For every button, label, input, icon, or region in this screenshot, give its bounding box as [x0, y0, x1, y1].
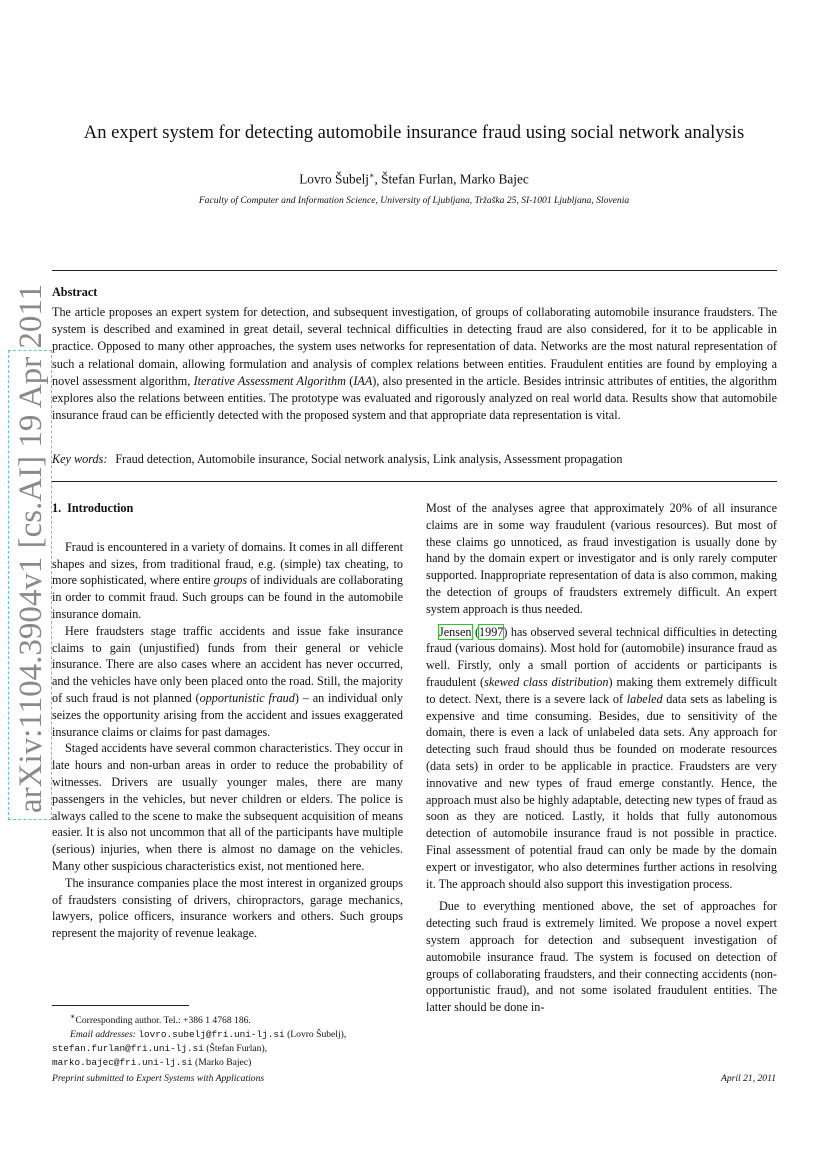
- keywords-text: Fraud detection, Automobile insurance, Social network analysis, Link analysis, Assessment propagation: [115, 452, 623, 466]
- section-title: Introduction: [67, 501, 134, 515]
- footer-date: April 21, 2011: [721, 1073, 776, 1084]
- email-owner: (Štefan Furlan),: [203, 1043, 268, 1055]
- paragraph: The insurance companies place the most interest in organized groups of fraudsters consisting of drivers, chiropractors, garage mechanics, lawyers, police officers, insurance workers and others. Such groups represent the majority of revenue leakage.: [52, 875, 403, 941]
- author-list: [0, 171, 828, 187]
- citation-link-year[interactable]: 1997: [479, 624, 504, 639]
- email-link[interactable]: marko.bajec@fri.uni-lj.si: [52, 1057, 193, 1069]
- paragraph-text: data sets as labeling is expensive and time consuming. Besides, due to sensitivity of the domain, there is even a lack of unlabeled data sets. Any approach for detecting such fraud should thus be founded on moderate resources (data sets) in order to be applicable in practice. Fraudsters are very innovative and new types of fraud emerge constantly. Hence, the approach must also be highly adaptable, detecting new types of fraud as soon as they are noticed. Lastly, it holds that fully autonomous detection of automobile insurance fraud is not possible in practice. Final assessment of potential fraud can only be made by the domain expert or investigator, who also determines further actions in resolving it. The approach should also support this investigation process.: [426, 691, 778, 891]
- keywords-line: [52, 452, 777, 467]
- abstract-text-part: The article proposes an expert system for detection, and subsequent investigation, of groups of collaborating automobile insurance fraudsters. The system is described and examined in great detail, several technical difficulties in detecting fraud are also considered, for it to be applicable in practice. Opposed to many other approaches, the system uses networks for representation of data. Networks are the most natural representation of such a relational domain, allowing formulation and analysis of complex relations between entities. Fraudulent entities are found by employing a novel assessment algorithm,: [52, 305, 777, 388]
- keywords-label: Key words:: [52, 452, 108, 466]
- footnote-mark: ∗: [70, 1012, 76, 1021]
- abstract-text-part: (: [345, 373, 354, 388]
- email-label: Email addresses:: [70, 1029, 136, 1041]
- paragraph-text: Fraud is encountered in a variety of domains. It comes in all different shapes and sizes, from traditional fraud, e.g. (simple) tax cheating, to more sophisticated, where entire: [52, 539, 403, 588]
- paragraph: [52, 539, 403, 623]
- email-link[interactable]: lovro.subelj@fri.uni-lj.si: [138, 1029, 285, 1041]
- footnote-emails: [52, 1028, 403, 1042]
- footnote-corresponding: [52, 1010, 403, 1028]
- section-heading: [52, 500, 403, 517]
- citation-link-author[interactable]: Jensen: [439, 624, 472, 639]
- paragraph-text: of individuals are collaborating in order to commit fraud. Such groups can be found in the automobile insurance domain.: [52, 573, 403, 621]
- paragraph-emphasis: labeled: [626, 691, 663, 706]
- affiliation: Faculty of Computer and Information Science, University of Ljubljana, Tržaška 25, SI-1001 Ljubljana, Slovenia: [198, 195, 630, 206]
- arxiv-identifier-stamp[interactable]: arXiv:1104.3904v1 [cs.AI] 19 Apr 2011: [8, 350, 52, 820]
- paragraph-emphasis: skewed class distribution: [484, 674, 609, 689]
- paragraph-emphasis: opportunistic fraud: [199, 690, 295, 705]
- abstract-text-part: ), also presented in the article. Besides intrinsic attributes of entities, the algorithm explores also the relations between entities. The prototype was evaluated and rigorously analyzed on real world data. Results show that automobile insurance fraud can be efficiently detected with the proposed system and that appropriate data representation is vital.: [52, 373, 777, 423]
- paragraph-text: Here fraudsters stage traffic accidents and issue fake insurance claims to gain (unjustified) funds from their general or vehicle insurance. There are also cases where an accident has never occurred, and the vehicles have only been placed onto the road. Still, the majority of such fraud is not planned (: [52, 623, 403, 705]
- abstract-heading: Abstract: [52, 285, 98, 299]
- footer-submission-note: Preprint submitted to Expert Systems with Applications: [52, 1073, 265, 1084]
- top-rule: [52, 270, 777, 271]
- email-link[interactable]: stefan.furlan@fri.uni-lj.si: [52, 1043, 204, 1055]
- footnote-rule: [52, 1005, 189, 1006]
- paper-title: An expert system for detecting automobile insurance fraud using social network analysis: [83, 122, 745, 143]
- footnote-text: Corresponding author. Tel.: +386 1 4768 186.: [75, 1015, 251, 1027]
- paragraph: [426, 624, 777, 893]
- corresponding-mark: ∗: [369, 171, 375, 180]
- author-others: , Štefan Furlan, Marko Bajec: [374, 171, 529, 187]
- paragraph-text: ) making them extremely difficult to detect. Next, there is a severe lack of: [426, 674, 777, 706]
- abstract-bottom-rule: [52, 481, 777, 482]
- paragraph-text: ) – an individual only seizes the opportunity arising from the accident and issues exaggerated insurance claims or claims for past damages.: [52, 690, 403, 739]
- author-corresponding: Lovro Šubelj: [299, 171, 369, 187]
- paragraph-text: (: [471, 624, 479, 639]
- footnote: [52, 1010, 403, 1070]
- paragraph-emphasis: groups: [213, 573, 248, 588]
- right-column: [426, 500, 777, 1016]
- footnote-emails: [52, 1042, 403, 1056]
- section-number: 1.: [52, 501, 62, 515]
- abstract-emphasis: Iterative Assessment Algorithm: [193, 373, 346, 388]
- email-owner: (Marko Bajec): [192, 1057, 252, 1069]
- paragraph-text: ) has observed several technical difficulties in detecting fraud (various domains). Most hold for (automobile) insurance fraud as well. Firstly, only a small portion of accidents or participants is fraudulent (: [426, 624, 777, 689]
- email-owner: (Lovro Šubelj),: [284, 1029, 347, 1041]
- paragraph: Staged accidents have several common characteristics. They occur in late hours and non-urban areas in order to reduce the probability of witnesses. Drivers are usually younger males, there are many passengers in the vehicles, but never children or elders. The police is always called to the scene to make the subsequent acquisition of means easier. It is also not uncommon that all of the participants have multiple (serious) injuries, when there is almost no damage on the vehicles. Many other suspicious characteristics exist, not mentioned here.: [52, 741, 403, 873]
- paragraph: Most of the analyses agree that approximately 20% of all insurance claims are in some way fraudulent (various resources). But most of these claims go unnoticed, as fraud investigation is usually done by hand by the domain expert or investigator and is only rarely computer supported. Inappropriate representation of data is also common, making the detection of groups of fraudsters extremely difficult. An expert system approach is thus needed.: [426, 501, 777, 616]
- abstract-text: [52, 304, 777, 424]
- left-column: [52, 500, 403, 942]
- abstract-emphasis: IAA: [353, 373, 373, 388]
- paragraph: [52, 623, 403, 741]
- footnote-emails: [52, 1056, 403, 1070]
- paragraph: Due to everything mentioned above, the set of approaches for detecting such fraud is extremely limited. We propose a novel expert system approach for detection and subsequent investigation of automobile insurance fraud. The system is focused on detection of groups of collaborating fraudsters, and their connecting accidents (non-opportunistic fraud), and not some isolated fraudulent entities. The latter should be done in-: [426, 899, 777, 1015]
